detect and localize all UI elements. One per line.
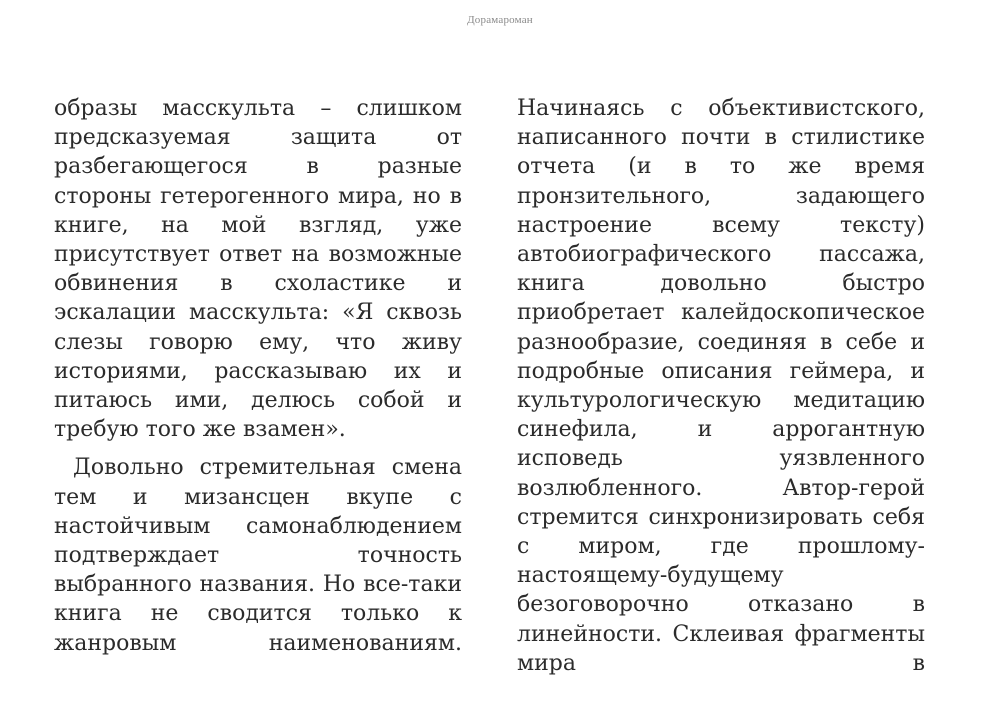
paragraph: Довольно стремительная смена тем и мизансцен вкупе с настойчивым самонаблюдением подтверждает точность выбранного названия. Но все-таки книга не сводится только к жанровым наименованиям. [54,455,462,656]
text-column-right [517,94,925,687]
text-column-left [54,94,462,667]
running-header: Дорамароман [467,14,533,26]
paragraph: Начинаясь с объективистского, написанного почти в стилистике отчета (и в то же время пронзительного, задающего настроение всему тексту) автобиографического пассажа, книга довольно быстро приобретает калейдоскопическое разнообразие, соединяя в себе и подробные описания геймера, и культурологическую медитацию синефила, и аррогантную исповедь уязвленного возлюбленного. Автор-герой стремится синхронизировать себя с миром, где прошлому-настоящему-будущему безоговорочно отказано в линейности. Склеивая фрагменты мира в [517,96,925,676]
paragraph: образы масскульта – слишком предсказуемая защита от разбегающегося в разные стороны гетерогенного мира, но в книге, на мой взгляд, уже присутствует ответ на возможные обвинения в схоластике и эскалации масскульта: «Я сквозь слезы говорю ему, что живу историями, рассказываю их и питаюсь ими, делюсь собой и требую того же взамен». [54,96,462,443]
